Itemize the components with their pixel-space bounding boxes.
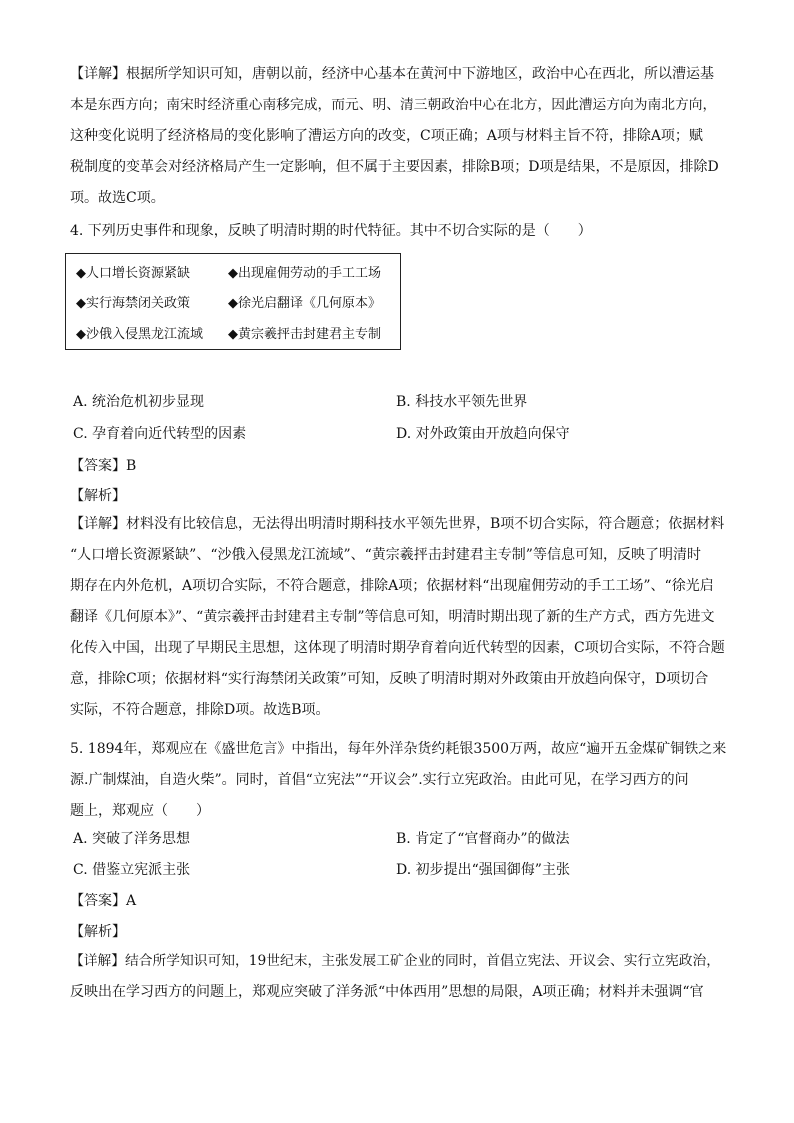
q4-answer: 【答案】B (70, 458, 137, 474)
q5-stem (70, 734, 726, 827)
q4-option-b: B. 科技水平领先世界 (396, 394, 528, 410)
q3-detail-line: 项。故选C项。 (70, 190, 165, 206)
q4-analysis-label: 【解析】 (70, 488, 126, 504)
q4-detail-line: 翻译《几何原本》”、“黄宗羲抨击封建君主专制”等信息可知，明清时期出现了新的生产方式，西方先进文 (70, 609, 715, 625)
q4-stem: 4. 下列历史事件和现象，反映了明清时期的时代特征。其中不切合实际的是（ ） (70, 223, 592, 239)
q4-detail (70, 509, 726, 726)
q4-box-row (76, 292, 381, 311)
q5-analysis-label: 【解析】 (70, 924, 126, 940)
q4-detail-line: 实际，不符合题意，排除D项。故选B项。 (70, 702, 330, 718)
q3-detail-line: 这种变化说明了经济格局的变化影响了漕运方向的改变，C项正确；A项与材料主旨不符，排除A项；赋 (70, 128, 703, 144)
q5-option-d: D. 初步提出“强国御侮”主张 (396, 862, 570, 878)
q4-box-item: ◆人口增长资源紧缺 (76, 266, 190, 281)
q4-box-item: ◆徐光启翻译《几何原本》 (228, 296, 381, 311)
q4-option-d: D. 对外政策由开放趋向保守 (396, 426, 570, 442)
q4-box-item: ◆黄宗羲抨击封建君主专制 (228, 327, 381, 342)
q5-option-c: C. 借鉴立宪派主张 (73, 862, 191, 878)
q5-answer: 【答案】A (70, 893, 137, 909)
q5-stem-line: 源.广制煤油，自造火柴”。同时，首倡“立宪法”“开议会”.实行立宪政治。由此可见，在学习西方的问 (70, 772, 689, 788)
q4-detail-line: 【详解】材料没有比较信息，无法得出明清时期科技水平领先世界，B项不切合实际，符合题意；依据材料 (70, 516, 725, 532)
q4-option-a: A. 统治危机初步显现 (73, 394, 205, 410)
q3-detail-line: 【详解】根据所学知识可知，唐朝以前，经济中心基本在黄河中下游地区，政治中心在西北，所以漕运基 (70, 66, 714, 82)
q5-stem-line: 题上，郑观应（ ） (70, 803, 210, 819)
q4-box-row (76, 262, 381, 281)
q5-option-a: A. 突破了洋务思想 (73, 831, 191, 847)
q4-box-item: ◆沙俄入侵黑龙江流域 (76, 327, 203, 342)
q5-detail (70, 946, 726, 1008)
q4-material-box (65, 253, 401, 350)
q4-detail-line: 期存在内外危机，A项切合实际，不符合题意，排除A项；依据材料“出现雇佣劳动的手工工场”、“徐光启 (70, 578, 714, 594)
q5-detail-line: 反映出在学习西方的问题上，郑观应突破了洋务派“中体西用”思想的局限，A项正确；材料并未强调“官 (70, 984, 704, 1000)
q5-option-b: B. 肯定了“官督商办”的做法 (396, 831, 570, 847)
q4-detail-line: “人口增长资源紧缺”、“沙俄入侵黑龙江流域”、“黄宗羲抨击封建君主专制”等信息可知，反映了明清时 (70, 547, 701, 563)
q3-detail-line: 税制度的变革会对经济格局产生一定影响，但不属于主要因素，排除B项；D项是结果，不是原因，排除D (70, 159, 719, 175)
q5-stem-line: 5. 1894年，郑观应在《盛世危言》中指出，每年外洋杂货约耗银3500万两，故应“遍开五金煤矿铜铁之来 (70, 741, 727, 757)
q3-detail-line: 本是东西方向；南宋时经济重心南移完成，而元、明、清三朝政治中心在北方，因此漕运方向为南北方向， (70, 97, 717, 113)
q4-option-c: C. 孕育着向近代转型的因素 (73, 426, 247, 442)
q4-box-item: ◆出现雇佣劳动的手工工场 (228, 266, 381, 281)
q3-detail (70, 59, 726, 214)
q4-detail-line: 化传入中国，出现了早期民主思想，这体现了明清时期孕育着向近代转型的因素，C项切合实际，不符合题 (70, 640, 725, 656)
q5-detail-line: 【详解】结合所学知识可知，19世纪末，主张发展工矿企业的同时，首倡立宪法、开议会、实行立宪政治， (70, 953, 720, 969)
q4-box-row (76, 323, 381, 342)
q4-box-item: ◆实行海禁闭关政策 (76, 296, 190, 311)
q4-detail-line: 意，排除C项；依据材料“实行海禁闭关政策”可知，反映了明清时期对外政策由开放趋向保守，D项切合 (70, 671, 709, 687)
